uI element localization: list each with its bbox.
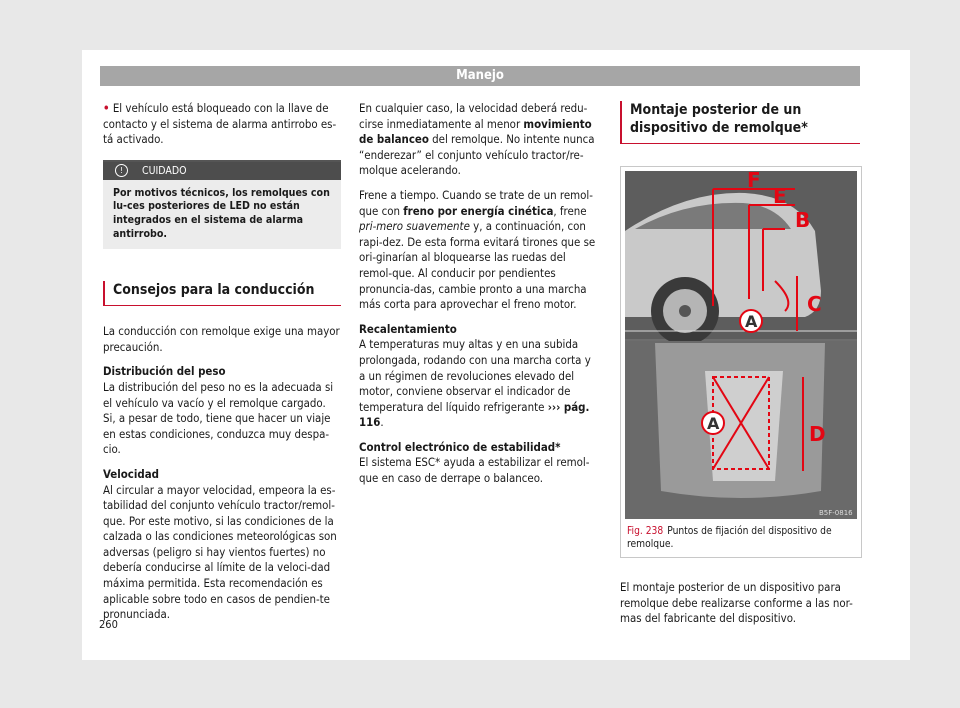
figure-label-b: B [795,208,811,232]
weight-text: La distribución del peso no es la adecuada si el vehículo va vacío y el remolque cargado. Si, a pesar de todo, tiene que hacer un viaje en estas condiciones, conduzca muy despa-cio. [103,379,334,457]
weight-heading: Distribución del peso [103,364,226,379]
figure-label-a-bottom: A [707,414,720,433]
bullet-item: • El vehículo está bloqueado con la llave de contacto y el sistema de alarma antirrobo es-tá activado. [103,101,337,147]
figure-label-a-top: A [745,312,758,331]
section-title-mounting: Montaje posterior de un dispositivo de remolque* [620,101,860,144]
caution-box [103,160,341,249]
page-number: 260 [99,618,118,631]
balance-text: En cualquier caso, la velocidad deberá redu-cirse inmediatamente al menor movimiento de balanceo del remolque. No intente nunca “enderezar” el conjunto vehículo tractor/re-molque acelerando. [359,101,595,178]
exclamation-icon: ! [115,164,128,177]
speed-heading: Velocidad [103,466,159,481]
figure-label-e: E [773,184,787,208]
page-reference-link[interactable]: ››› pág. 116 [359,399,590,430]
bullet-icon: • [103,101,110,115]
esc-text: El sistema ESC* ayuda a estabilizar el remol-que en caso de derrape o balanceo. [359,455,590,486]
mounting-text: El montaje posterior de un dispositivo para remolque debe realizarse conforme a las nor-mas del fabricante del dispositivo. [620,580,853,626]
page-header: Manejo [100,66,860,86]
column-right [620,101,860,636]
figure-label-f: F [747,171,761,192]
towbar-diagram [625,171,857,519]
figure-code: B5F-0816 [819,509,853,517]
brake-text: Frene a tiempo. Cuando se trate de un remol-que con freno por energía cinética, frene pri-mero suavemente y, a continuación, con rapi-dez. De esta forma evitará tirones que se ori-ginarían al bloquearse las ruedas del remol-que. Al conducir por pendientes pronuncia-das, cambie pronto a una marcha más corta para aprovechar el freno motor. [359,187,596,312]
column-middle [359,101,599,496]
esc-heading: Control electrónico de estabilidad* [359,439,561,454]
section-title-driving: Consejos para la conducción [103,281,341,306]
speed-text: Al circular a mayor velocidad, empeora la es-tabilidad del conjunto vehículo tractor/remol-que. Por este motivo, si las condiciones de la calzada o las condiciones meteorológicas son adversas (peligro si hay vientos fuertes) no debería conducirse al límite de la veloci-dad máxima permitida. Esta recomendación es aplicable sobre todo en casos de pendien-te pronunciada. [103,482,337,622]
column-left [103,101,341,632]
caution-header: ! CUIDADO [103,162,341,180]
heat-heading: Recalentamiento [359,321,457,336]
figure-label-d: D [809,422,826,446]
figure-label-c: C [807,292,822,316]
heat-text: A temperaturas muy altas y en una subida prolongada, rodando con una marcha corta y a un régimen de revoluciones elevado del motor, conviene observar el indicador de temperatura del líquido refrigerante ››› pág. 116. [359,337,591,430]
towbar-diagram-svg [625,171,857,519]
figure-caption: Fig. 238 Puntos de fijación del dispositivo de remolque. [627,526,832,550]
intro-text: La conducción con remolque exige una mayor precaución. [103,324,340,354]
caution-text: Por motivos técnicos, los remolques con lu-ces posteriores de LED no están integrados en el sistema de alarma antirrobo. [113,186,330,240]
figure-238 [620,166,862,558]
